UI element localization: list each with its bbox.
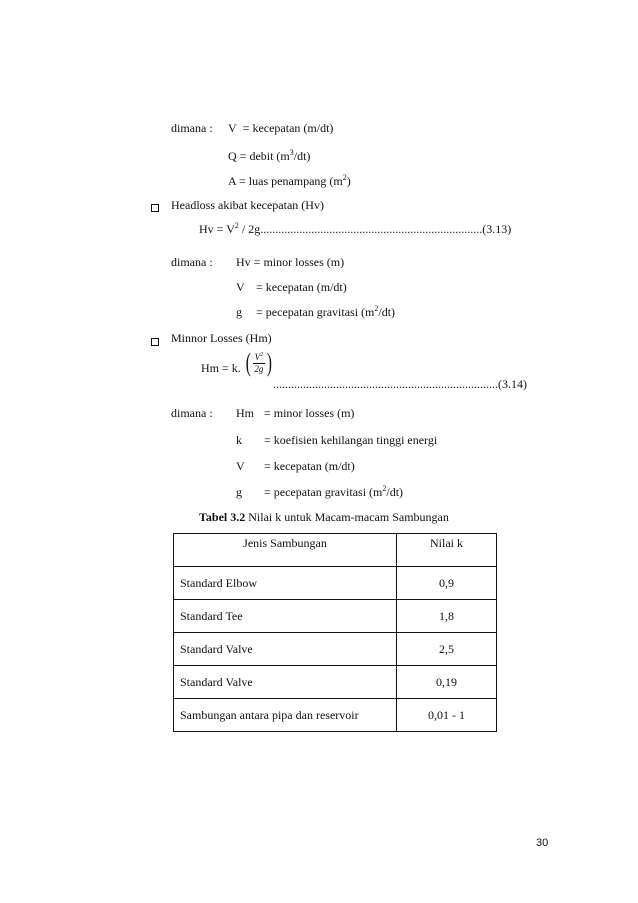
table-row <box>174 567 497 600</box>
cell-jenis: Standard Valve <box>174 666 397 699</box>
formula-hv: $Hv = V^2 / 2g..........................................................................(3.13)$ <box>199 221 512 236</box>
definition-v-3: V = kecepatan (m/dt) <box>236 459 355 473</box>
cell-nilai: 2,5 <box>397 633 497 666</box>
page-number: 30 <box>536 837 549 849</box>
minor-title: Minnor Losses (Hm) <box>171 331 272 345</box>
bullet-headloss <box>151 201 159 216</box>
fraction-v2-over-2g: ( $\frac{V^2}{2g}$ ) <box>245 348 273 377</box>
definition-k: k = koefisien kehilangan tinggi energi <box>236 433 438 447</box>
dimana-label-2: dimana : <box>171 255 213 269</box>
cell-nilai: 0,9 <box>397 567 497 600</box>
dimana-label-1: dimana : <box>171 121 213 135</box>
table-row <box>174 600 497 633</box>
definition-v-1: V = kecepatan (m/dt) <box>228 121 334 135</box>
k-value-table <box>173 533 497 732</box>
table-header-row <box>174 534 497 567</box>
table-row <box>174 666 497 699</box>
table-caption: Tabel 3.2 Nilai k untuk Macam-macam Sambungan <box>199 510 449 524</box>
formula-hm-prefix: Hm = k. <box>201 361 241 375</box>
definition-g-1: g = pecepatan gravitasi $(m^2/dt)$ <box>236 304 396 319</box>
bullet-minor <box>151 335 159 350</box>
cell-jenis: Standard Valve <box>174 633 397 666</box>
cell-nilai: 0,19 <box>397 666 497 699</box>
cell-nilai: 1,8 <box>397 600 497 633</box>
definition-v-2: V = kecepatan (m/dt) <box>236 280 347 294</box>
formula-hm-dots: ...........................................................................(3.14) <box>273 377 527 391</box>
definition-a: A = luas penampang $(m^2)$ <box>228 173 351 188</box>
definition-hv: Hv = minor losses (m) <box>236 255 345 269</box>
cell-jenis: Standard Tee <box>174 600 397 633</box>
definition-g-2: g = pecepatan gravitasi $(m^2/dt)$ <box>236 484 404 499</box>
header-nilai-k: Nilai k <box>397 534 497 567</box>
headloss-title: Headloss akibat kecepatan (Hv) <box>171 198 324 212</box>
cell-jenis: Standard Elbow <box>174 567 397 600</box>
table-row <box>174 633 497 666</box>
square-bullet-icon <box>151 204 159 212</box>
equation-number-313: (3.13) <box>482 222 512 236</box>
table-row <box>174 699 497 732</box>
definition-hm: Hm = minor losses (m) <box>236 406 355 420</box>
equation-number-314: (3.14) <box>498 377 527 391</box>
square-bullet-icon <box>151 338 159 346</box>
cell-jenis: Sambungan antara pipa dan reservoir <box>174 699 397 732</box>
cell-nilai: 0,01 - 1 <box>397 699 497 732</box>
header-jenis-sambungan: Jenis Sambungan <box>174 534 397 567</box>
definition-q: Q = debit $(m^3/dt)$ <box>228 148 311 163</box>
dimana-label-3: dimana : <box>171 406 213 420</box>
